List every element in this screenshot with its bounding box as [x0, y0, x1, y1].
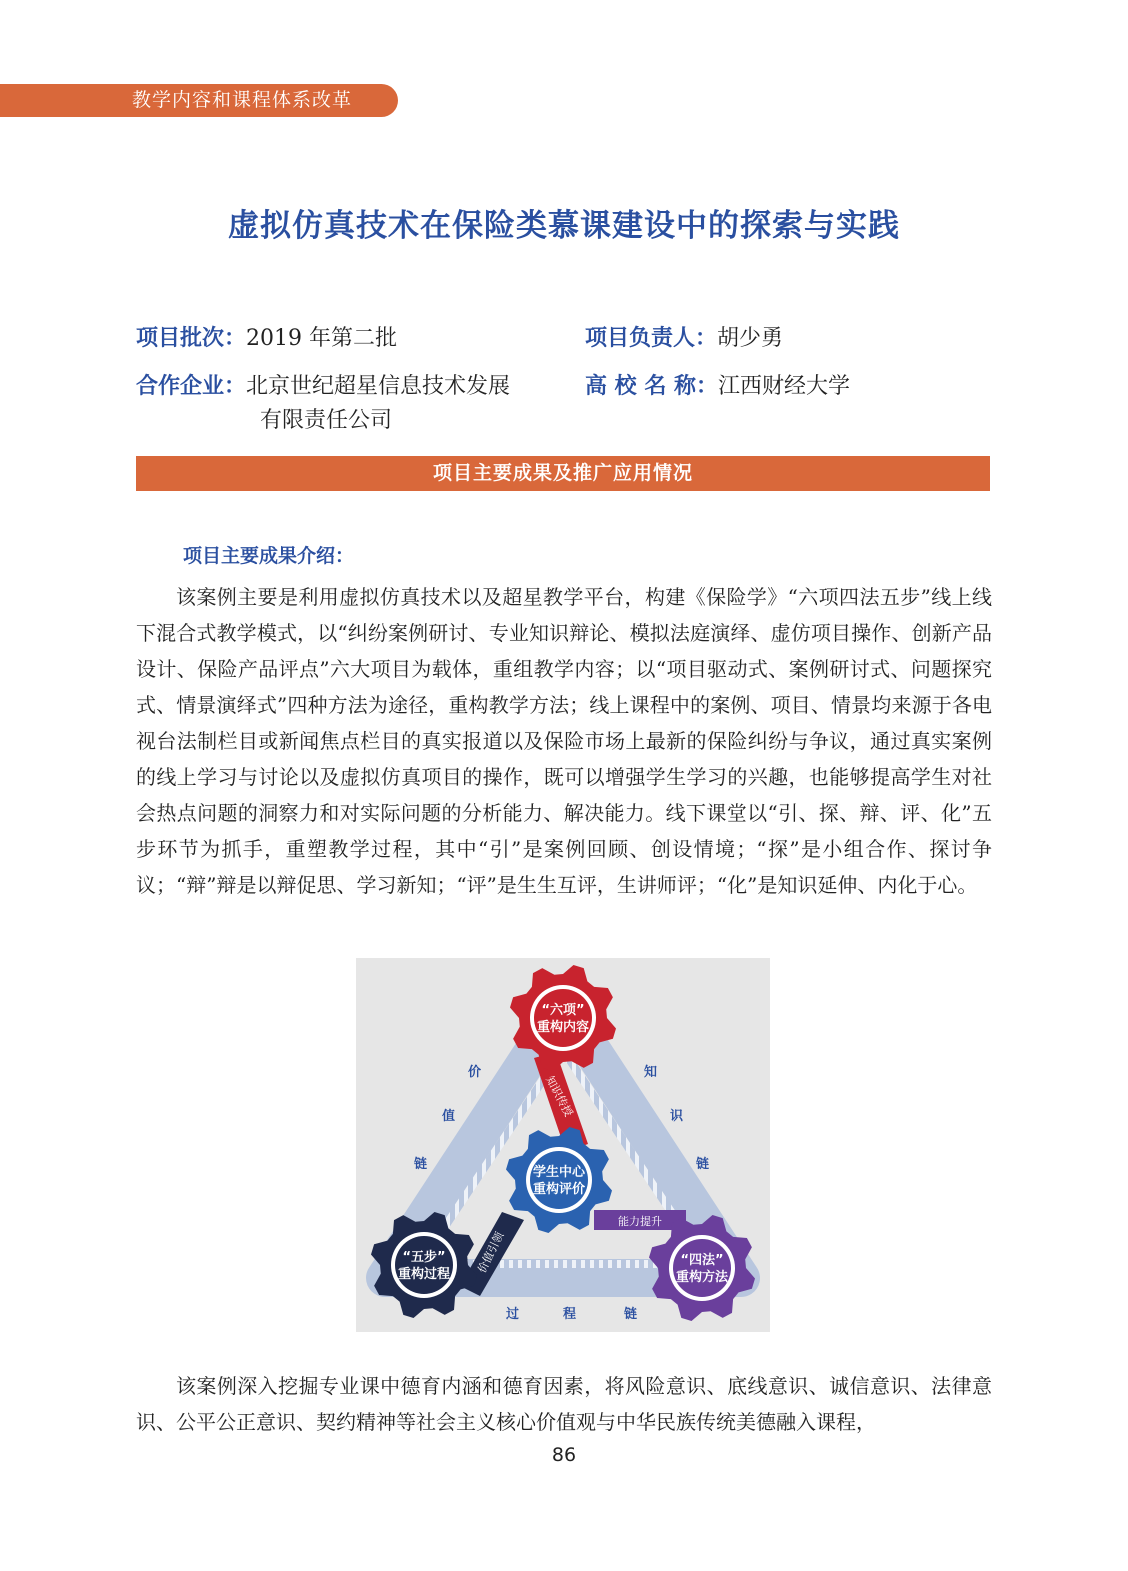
gear-left-label-2: 重构过程: [397, 1267, 451, 1282]
paragraph-2: 该案例深入挖掘专业课中德育内涵和德育因素，将风险意识、底线意识、诚信意识、法律意识、公平公正意识、契约精神等社会主义核心价值观与中华民族传统美德融入课程，: [136, 1374, 992, 1434]
gear-top-label-2: 重构内容: [536, 1020, 590, 1035]
chain-left-char-3: 链: [414, 1157, 428, 1172]
gear-left-label-1: “五步”: [402, 1250, 446, 1265]
section-tab: 教学内容和课程体系改革: [0, 84, 398, 117]
leader-value: 胡少勇: [717, 326, 784, 351]
subhead: 项目主要成果介绍：: [183, 545, 355, 567]
school-label: 高 校 名 称：: [585, 374, 718, 399]
diagram-figure: [356, 958, 770, 1332]
diagram-svg: [356, 958, 770, 1332]
gear-center-hub: [530, 1151, 588, 1209]
company-value-line1: 北京世纪超星信息技术发展: [246, 374, 511, 399]
link-right-label: 能力提升: [618, 1215, 662, 1228]
meta-batch: [136, 322, 397, 356]
leader-label: 项目负责人：: [585, 326, 718, 351]
gear-left-hub: [395, 1236, 453, 1294]
chain-right-char-1: 知: [644, 1065, 658, 1080]
meta-company: [136, 370, 510, 404]
chain-right-char-2: 识: [670, 1109, 684, 1124]
paragraph-1: 该案例主要是利用虚拟仿真技术以及超星教学平台，构建《保险学》“六项四法五步”线上线下混合式教学模式，以“纠纷案例研讨、专业知识辩论、模拟法庭演绎、虚仿项目操作、创新产品设计、保险产品评点”六大项目为载体，重组教学内容；以“项目驱动式、案例研讨式、问题探究式、情景演绎式”四种方法为途径，重构教学方法；线上课程中的案例、项目、情景均来源于各电视台法制栏目或新闻焦点栏目的真实报道以及保险市场上最新的保险纠纷与争议，通过真实案例的线上学习与讨论以及虚拟仿真项目的操作，既可以增强学生学习的兴趣，也能够提高学生对社会热点问题的洞察力和对实际问题的分析能力、解决能力。线下课堂以“引、探、辩、评、化”五步环节为抓手，重塑教学过程，其中“引”是案例回顾、创设情境；“探”是小组合作、探讨争议；“辩”辩是以辩促思、学习新知；“评”是生生互评，生讲师评；“化”是知识延伸、内化于心。: [136, 585, 992, 897]
gear-center-label-1: 学生中心: [532, 1165, 586, 1180]
school-value: 江西财经大学: [717, 374, 850, 399]
gear-right-label-1: “四法”: [680, 1253, 724, 1268]
section-bar: 项目主要成果及推广应用情况: [136, 456, 990, 491]
chain-left-char-2: 值: [442, 1109, 456, 1124]
page-title: 虚拟仿真技术在保险类慕课建设中的探索与实践: [228, 208, 900, 244]
gear-right: [649, 1215, 755, 1321]
chain-right-char-3: 链: [696, 1157, 710, 1172]
link-left-label: 价值引领: [475, 1229, 507, 1276]
chain-left-char-1: 价: [468, 1065, 482, 1080]
batch-label: 项目批次：: [136, 326, 247, 351]
chain-bottom-char-1: 过: [506, 1307, 520, 1322]
company-value-line2: 有限责任公司: [260, 408, 393, 433]
meta-company-cont: [260, 404, 392, 438]
gear-center-label-2: 重构评价: [532, 1182, 586, 1197]
gear-left: [371, 1212, 477, 1318]
gear-top-hub: [534, 989, 592, 1047]
batch-value: 2019 年第二批: [246, 326, 397, 351]
page-number: 86: [551, 1444, 577, 1466]
chain-bottom-char-2: 程: [563, 1307, 577, 1322]
link-top-label: 知识传授: [543, 1073, 576, 1119]
company-label: 合作企业：: [136, 374, 247, 399]
gear-right-label-2: 重构方法: [675, 1270, 729, 1285]
gear-right-hub: [673, 1239, 731, 1297]
meta-leader: [585, 322, 783, 356]
meta-school: [585, 370, 850, 404]
chain-bottom-char-3: 链: [624, 1307, 638, 1322]
gear-top-label-1: “六项”: [541, 1003, 585, 1018]
